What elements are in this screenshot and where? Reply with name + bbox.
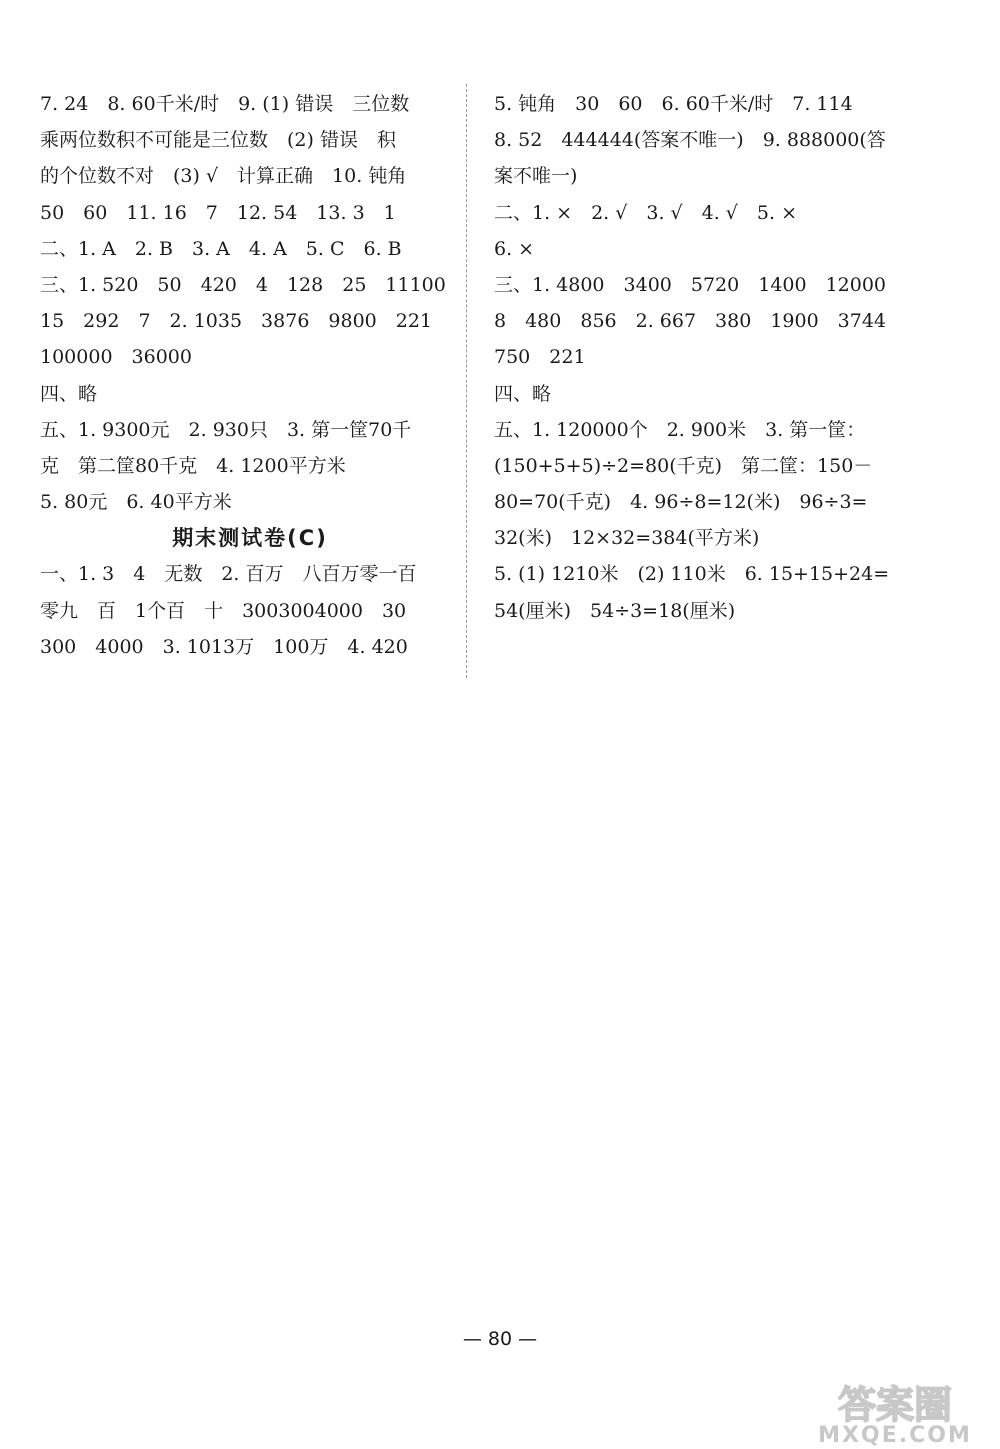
answer-line: 8 480 856 2. 667 380 1900 3744	[494, 310, 887, 333]
answer-line: 案不唯一)	[494, 165, 578, 188]
answer-line: 的个位数不对 (3) √ 计算正确 10. 钝角	[40, 165, 407, 188]
answer-line: 四、略	[40, 382, 98, 405]
page-number: — 80 —	[462, 1328, 538, 1350]
answer-line: 四、略	[494, 382, 552, 405]
column-divider	[466, 84, 467, 678]
answer-line: 一、1. 3 4 无数 2. 百万 八百万零一百	[40, 563, 417, 586]
answer-line: 300 4000 3. 1013万 100万 4. 420	[40, 635, 408, 658]
answer-line: 乘两位数积不可能是三位数 (2) 错误 积	[40, 129, 396, 152]
right-column	[494, 86, 914, 629]
watermark-logo	[795, 1380, 995, 1446]
answer-line: 7. 24 8. 60千米/时 9. (1) 错误 三位数	[40, 93, 410, 115]
answer-line: 54(厘米) 54÷3=18(厘米)	[494, 599, 736, 622]
answer-line: 80=70(千克) 4. 96÷8=12(米) 96÷3=	[494, 491, 868, 514]
left-column	[40, 86, 458, 665]
answer-line: 二、1. A 2. B 3. A 4. A 5. C 6. B	[40, 237, 402, 260]
answer-line: 二、1. × 2. √ 3. √ 4. √ 5. ×	[494, 201, 797, 224]
watermark-text: 答案圈	[837, 1383, 953, 1427]
answer-line: 5. 钝角 30 60 6. 60千米/时 7. 114	[494, 93, 853, 115]
answer-line: 100000 36000	[40, 346, 192, 369]
answer-line: 8. 52 444444(答案不唯一) 9. 888000(答	[494, 129, 886, 152]
answer-line: 三、1. 520 50 420 4 128 25 11100	[40, 273, 446, 296]
answer-line: 五、1. 9300元 2. 930只 3. 第一筐70千	[40, 418, 412, 441]
answer-line: 零九 百 1个百 十 3003004000 30	[40, 599, 407, 622]
answer-line: 15 292 7 2. 1035 3876 9800 221	[40, 310, 433, 333]
answer-line: 5. 80元 6. 40平方米	[40, 491, 232, 514]
section-title: 期末测试卷(C)	[172, 526, 328, 551]
answer-line: 三、1. 4800 3400 5720 1400 12000	[494, 273, 887, 296]
answer-line: 750 221	[494, 346, 586, 369]
answer-line: 5. (1) 1210米 (2) 110米 6. 15+15+24=	[494, 563, 890, 586]
watermark-url: MXQE.COM	[818, 1423, 972, 1446]
answer-line: 6. ×	[494, 237, 535, 260]
answer-line: 克 第二筐80千克 4. 1200平方米	[40, 454, 346, 477]
answer-line: 32(米) 12×32=384(平方米)	[494, 527, 760, 550]
answer-line: 50 60 11. 16 7 12. 54 13. 3 1	[40, 201, 396, 224]
answer-line: 五、1. 120000个 2. 900米 3. 第一筐：	[494, 418, 866, 441]
answer-line: (150+5+5)÷2=80(千克) 第二筐：150－	[494, 454, 873, 477]
